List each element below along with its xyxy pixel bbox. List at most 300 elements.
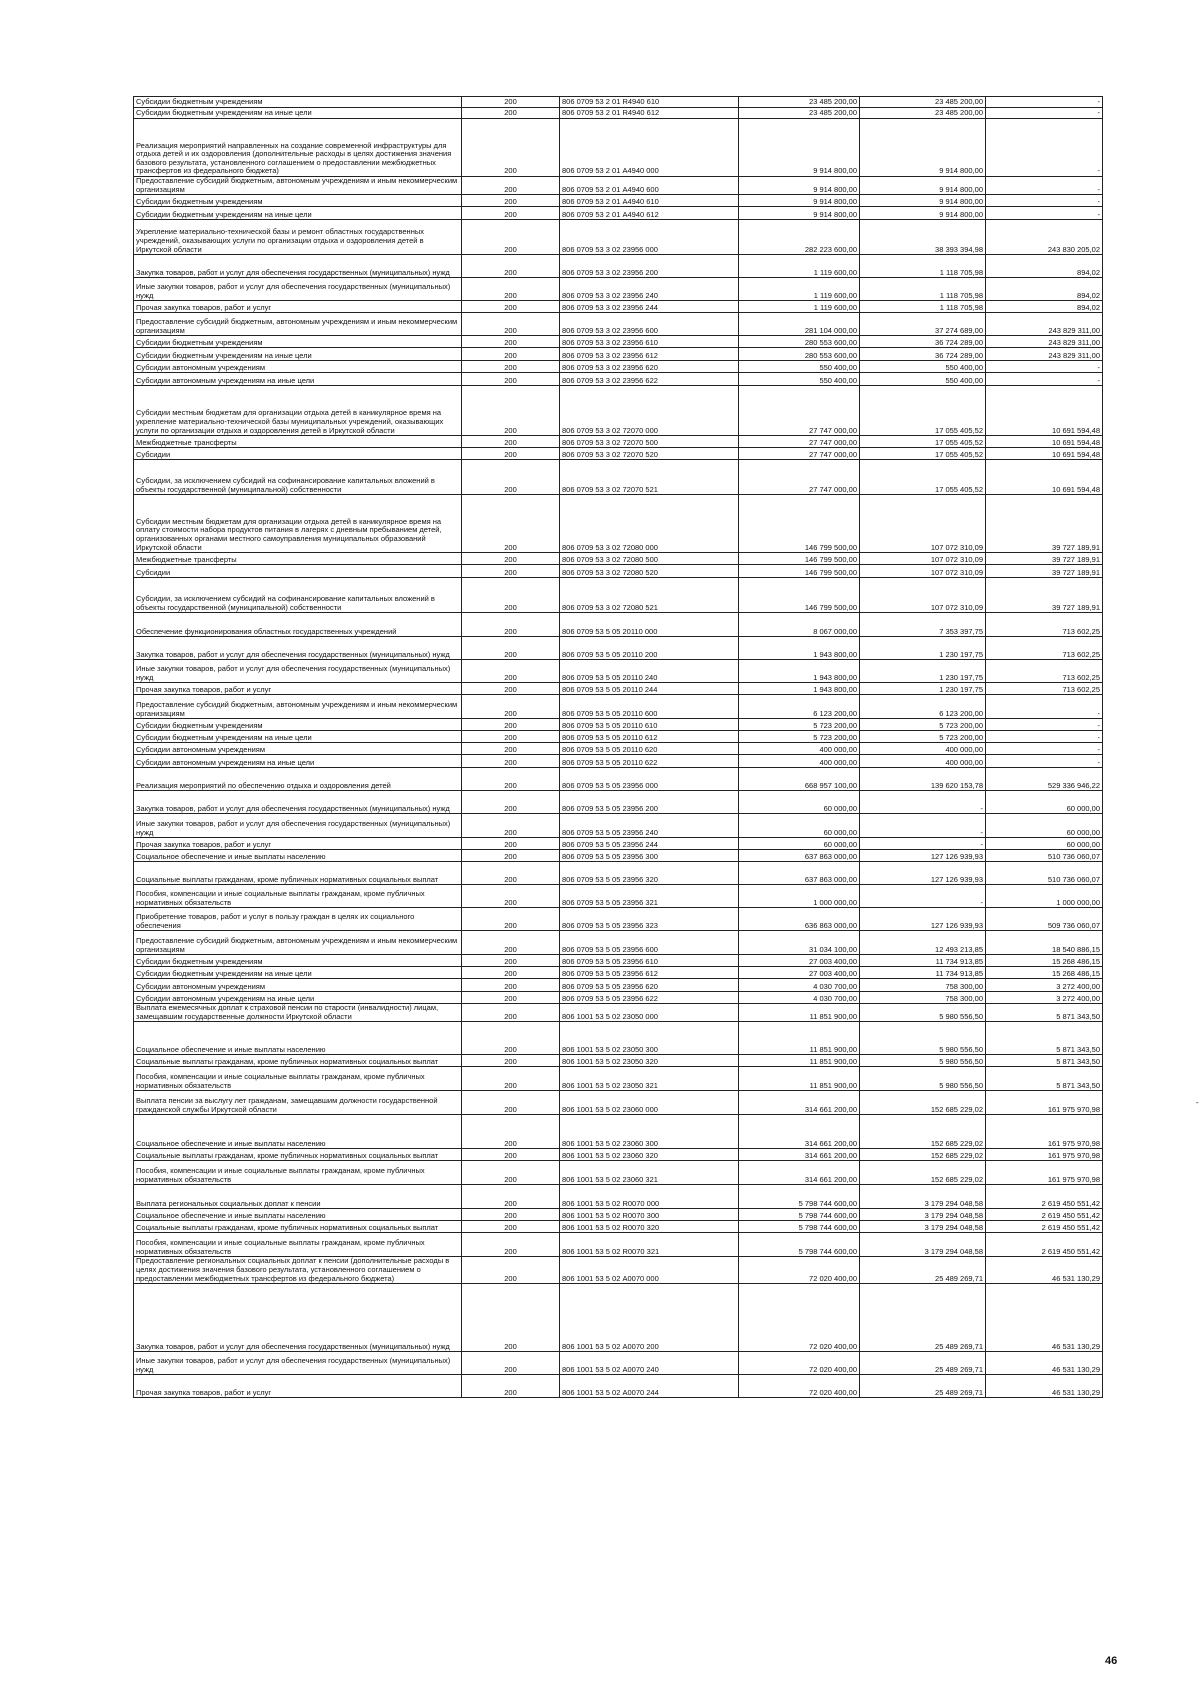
approved-value: 72 020 400,00 — [739, 1284, 860, 1352]
executed-value: 36 724 289,00 — [860, 336, 986, 348]
approved-value: 60 000,00 — [739, 791, 860, 814]
unexecuted-value: 713 602,25 — [986, 660, 1103, 683]
executed-value: 5 980 556,50 — [860, 1004, 986, 1022]
row-kbk: 806 0709 53 3 02 23956 620 — [560, 361, 739, 373]
row-code: 200 — [462, 301, 560, 313]
row-name: Субсидии автономным учреждениям — [134, 979, 462, 992]
approved-value: 5 798 744 600,00 — [739, 1185, 860, 1209]
table-row — [134, 637, 1103, 660]
unexecuted-value: 10 691 594,48 — [986, 448, 1103, 460]
approved-value: 4 030 700,00 — [739, 992, 860, 1004]
approved-value: 5 723 200,00 — [739, 719, 860, 731]
row-name: Социальное обеспечение и иные выплаты населению — [134, 1209, 462, 1221]
table-row — [134, 908, 1103, 931]
row-code: 200 — [462, 195, 560, 207]
executed-value: 17 055 405,52 — [860, 448, 986, 460]
row-code: 200 — [462, 791, 560, 814]
unexecuted-value: 3 272 400,00 — [986, 992, 1103, 1004]
executed-value: 107 072 310,09 — [860, 565, 986, 578]
row-name: Субсидии, за исключением субсидий на софинансирование капитальных вложений в объекты государственной (муниципальной) собственности — [134, 460, 462, 495]
row-code: 200 — [462, 119, 560, 177]
executed-value: 11 734 913,85 — [860, 955, 986, 967]
approved-value: 23 485 200,00 — [739, 97, 860, 108]
margin-mark: - — [1196, 1098, 1199, 1107]
table-row — [134, 1055, 1103, 1067]
table-row — [134, 578, 1103, 613]
row-kbk: 806 1001 53 5 02 R0070 300 — [560, 1209, 739, 1221]
approved-value: 1 943 800,00 — [739, 683, 860, 695]
executed-value: 400 000,00 — [860, 755, 986, 768]
executed-value: 152 685 229,02 — [860, 1149, 986, 1161]
row-code: 200 — [462, 1352, 560, 1375]
table-row — [134, 1375, 1103, 1398]
row-kbk: 806 1001 53 5 02 23050 321 — [560, 1067, 739, 1091]
approved-value: 637 863 000,00 — [739, 862, 860, 885]
row-code: 200 — [462, 967, 560, 979]
table-row — [134, 862, 1103, 885]
table-row — [134, 108, 1103, 119]
unexecuted-value: 39 727 189,91 — [986, 495, 1103, 553]
unexecuted-value: 5 871 343,50 — [986, 1055, 1103, 1067]
unexecuted-value: 894,02 — [986, 278, 1103, 301]
table-row — [134, 1221, 1103, 1233]
row-kbk: 806 0709 53 5 05 20110 610 — [560, 719, 739, 731]
row-code: 200 — [462, 1149, 560, 1161]
unexecuted-value: 2 619 450 551,42 — [986, 1185, 1103, 1209]
approved-value: 9 914 800,00 — [739, 177, 860, 195]
row-kbk: 806 0709 53 5 05 23956 240 — [560, 814, 739, 838]
unexecuted-value: 2 619 450 551,42 — [986, 1233, 1103, 1257]
row-code: 200 — [462, 108, 560, 119]
approved-value: 72 020 400,00 — [739, 1257, 860, 1284]
executed-value: 5 980 556,50 — [860, 1055, 986, 1067]
executed-value: 1 118 705,98 — [860, 255, 986, 278]
approved-value: 31 034 100,00 — [739, 931, 860, 955]
unexecuted-value: 5 871 343,50 — [986, 1067, 1103, 1091]
row-kbk: 806 0709 53 5 05 23956 622 — [560, 992, 739, 1004]
row-kbk: 806 0709 53 2 01 А4940 612 — [560, 207, 739, 220]
row-code: 200 — [462, 1004, 560, 1022]
unexecuted-value: 46 531 130,29 — [986, 1375, 1103, 1398]
table-row — [134, 967, 1103, 979]
approved-value: 5 798 744 600,00 — [739, 1209, 860, 1221]
row-kbk: 806 0709 53 3 02 72080 500 — [560, 553, 739, 565]
unexecuted-value: 161 975 970,98 — [986, 1149, 1103, 1161]
table-row — [134, 220, 1103, 255]
row-code: 200 — [462, 1284, 560, 1352]
unexecuted-value: - — [986, 755, 1103, 768]
row-name: Субсидии автономным учреждениям — [134, 361, 462, 373]
executed-value: 23 485 200,00 — [860, 97, 986, 108]
approved-value: 27 747 000,00 — [739, 448, 860, 460]
row-code: 200 — [462, 1257, 560, 1284]
table-row — [134, 361, 1103, 373]
row-kbk: 806 0709 53 3 02 23956 244 — [560, 301, 739, 313]
executed-value: 38 393 394,98 — [860, 220, 986, 255]
table-row — [134, 719, 1103, 731]
executed-value: - — [860, 838, 986, 850]
unexecuted-value: 713 602,25 — [986, 637, 1103, 660]
row-code: 200 — [462, 838, 560, 850]
row-kbk: 806 1001 53 5 02 23050 000 — [560, 1004, 739, 1022]
row-kbk: 806 0709 53 5 05 23956 200 — [560, 791, 739, 814]
row-name: Предоставление субсидий бюджетным, автономным учреждениям и иным некоммерческим организациям — [134, 313, 462, 336]
approved-value: 1 119 600,00 — [739, 255, 860, 278]
table-row — [134, 1257, 1103, 1284]
approved-value: 146 799 500,00 — [739, 553, 860, 565]
row-kbk: 806 1001 53 5 02 А0070 000 — [560, 1257, 739, 1284]
unexecuted-value: - — [986, 108, 1103, 119]
row-name: Субсидии автономным учреждениям на иные цели — [134, 992, 462, 1004]
row-kbk: 806 0709 53 5 05 23956 321 — [560, 885, 739, 908]
unexecuted-value: 15 268 486,15 — [986, 967, 1103, 979]
table-row — [134, 660, 1103, 683]
approved-value: 550 400,00 — [739, 361, 860, 373]
unexecuted-value: 5 871 343,50 — [986, 1022, 1103, 1055]
row-kbk: 806 0709 53 3 02 72070 520 — [560, 448, 739, 460]
executed-value: 550 400,00 — [860, 361, 986, 373]
unexecuted-value: - — [986, 731, 1103, 743]
unexecuted-value: 243 829 311,00 — [986, 313, 1103, 336]
table-row — [134, 1067, 1103, 1091]
row-kbk: 806 0709 53 3 02 23956 240 — [560, 278, 739, 301]
approved-value: 23 485 200,00 — [739, 108, 860, 119]
row-name: Предоставление субсидий бюджетным, автономным учреждениям и иным некоммерческим организациям — [134, 931, 462, 955]
approved-value: 9 914 800,00 — [739, 195, 860, 207]
approved-value: 146 799 500,00 — [739, 495, 860, 553]
row-kbk: 806 0709 53 3 02 72070 000 — [560, 386, 739, 436]
table-row — [134, 1209, 1103, 1221]
unexecuted-value: 60 000,00 — [986, 791, 1103, 814]
row-name: Закупка товаров, работ и услуг для обеспечения государственных (муниципальных) нужд — [134, 1284, 462, 1352]
executed-value: 25 489 269,71 — [860, 1375, 986, 1398]
approved-value: 146 799 500,00 — [739, 565, 860, 578]
row-code: 200 — [462, 460, 560, 495]
table-row — [134, 755, 1103, 768]
executed-value: 12 493 213,85 — [860, 931, 986, 955]
executed-value: 3 179 294 048,58 — [860, 1185, 986, 1209]
executed-value: 9 914 800,00 — [860, 177, 986, 195]
executed-value: 1 230 197,75 — [860, 683, 986, 695]
approved-value: 5 798 744 600,00 — [739, 1233, 860, 1257]
row-name: Субсидии, за исключением субсидий на софинансирование капитальных вложений в объекты государственной (муниципальной) собственности — [134, 578, 462, 613]
row-name: Реализация мероприятий по обеспечению отдыха и оздоровления детей — [134, 768, 462, 791]
row-code: 200 — [462, 255, 560, 278]
executed-value: 1 230 197,75 — [860, 637, 986, 660]
row-code: 200 — [462, 862, 560, 885]
executed-value: 758 300,00 — [860, 992, 986, 1004]
table-row — [134, 1233, 1103, 1257]
executed-value: 6 123 200,00 — [860, 695, 986, 719]
executed-value: 1 118 705,98 — [860, 278, 986, 301]
table-row — [134, 992, 1103, 1004]
row-code: 200 — [462, 361, 560, 373]
table-row — [134, 743, 1103, 755]
row-code: 200 — [462, 436, 560, 448]
row-code: 200 — [462, 177, 560, 195]
row-name: Субсидии автономным учреждениям на иные цели — [134, 373, 462, 386]
row-kbk: 806 0709 53 5 05 20110 200 — [560, 637, 739, 660]
executed-value: 5 723 200,00 — [860, 731, 986, 743]
approved-value: 637 863 000,00 — [739, 850, 860, 862]
unexecuted-value: - — [986, 719, 1103, 731]
row-code: 200 — [462, 1067, 560, 1091]
row-kbk: 806 0709 53 5 05 23956 300 — [560, 850, 739, 862]
row-name: Закупка товаров, работ и услуг для обеспечения государственных (муниципальных) нужд — [134, 637, 462, 660]
executed-value: 3 179 294 048,58 — [860, 1209, 986, 1221]
row-kbk: 806 0709 53 3 02 23956 000 — [560, 220, 739, 255]
budget-table — [133, 96, 1103, 1398]
approved-value: 314 661 200,00 — [739, 1149, 860, 1161]
row-code: 200 — [462, 992, 560, 1004]
row-name: Прочая закупка товаров, работ и услуг — [134, 1375, 462, 1398]
row-kbk: 806 0709 53 3 02 23956 622 — [560, 373, 739, 386]
unexecuted-value: 39 727 189,91 — [986, 578, 1103, 613]
table-row — [134, 838, 1103, 850]
row-name: Социальные выплаты гражданам, кроме публичных нормативных социальных выплат — [134, 1221, 462, 1233]
unexecuted-value: 161 975 970,98 — [986, 1091, 1103, 1115]
unexecuted-value: 161 975 970,98 — [986, 1115, 1103, 1149]
unexecuted-value: - — [986, 177, 1103, 195]
row-kbk: 806 0709 53 5 05 20110 600 — [560, 695, 739, 719]
table-row — [134, 448, 1103, 460]
executed-value: 127 126 939,93 — [860, 908, 986, 931]
row-kbk: 806 0709 53 5 05 23956 620 — [560, 979, 739, 992]
approved-value: 11 851 900,00 — [739, 1055, 860, 1067]
row-kbk: 806 0709 53 3 02 72080 520 — [560, 565, 739, 578]
row-kbk: 806 1001 53 5 02 23060 321 — [560, 1161, 739, 1185]
row-kbk: 806 0709 53 2 01 А4940 000 — [560, 119, 739, 177]
row-name: Пособия, компенсации и иные социальные выплаты гражданам, кроме публичных нормативных обязательств — [134, 1161, 462, 1185]
row-name: Межбюджетные трансферты — [134, 436, 462, 448]
approved-value: 550 400,00 — [739, 373, 860, 386]
approved-value: 8 067 000,00 — [739, 613, 860, 637]
row-name: Социальное обеспечение и иные выплаты населению — [134, 1115, 462, 1149]
table-row — [134, 1161, 1103, 1185]
executed-value: 107 072 310,09 — [860, 553, 986, 565]
table-row — [134, 436, 1103, 448]
row-name: Реализация мероприятий направленных на создание современной инфраструктуры для отдыха детей и их оздоровления (дополнительные расходы в целях достижения значения базового результата, установленного соглашением о предоставлении межбюджетных трансфертов из федерального бюджета) — [134, 119, 462, 177]
approved-value: 1 119 600,00 — [739, 278, 860, 301]
row-code: 200 — [462, 373, 560, 386]
row-kbk: 806 0709 53 3 02 72070 521 — [560, 460, 739, 495]
approved-value: 27 003 400,00 — [739, 955, 860, 967]
table-row — [134, 955, 1103, 967]
unexecuted-value: 5 871 343,50 — [986, 1004, 1103, 1022]
row-name: Укрепление материально-технической базы и ремонт областных государственных учреждений, оказывающих услуги по организации отдыха и оздоровления детей в Иркутской области — [134, 220, 462, 255]
row-code: 200 — [462, 768, 560, 791]
executed-value: 152 685 229,02 — [860, 1091, 986, 1115]
row-kbk: 806 0709 53 5 05 23956 323 — [560, 908, 739, 931]
unexecuted-value: 713 602,25 — [986, 613, 1103, 637]
table-row — [134, 301, 1103, 313]
row-name: Субсидии — [134, 448, 462, 460]
table-row — [134, 255, 1103, 278]
approved-value: 11 851 900,00 — [739, 1004, 860, 1022]
unexecuted-value: 10 691 594,48 — [986, 436, 1103, 448]
row-kbk: 806 0709 53 2 01 А4940 610 — [560, 195, 739, 207]
approved-value: 9 914 800,00 — [739, 119, 860, 177]
table-row — [134, 207, 1103, 220]
table-row — [134, 495, 1103, 553]
unexecuted-value: 894,02 — [986, 301, 1103, 313]
row-name: Межбюджетные трансферты — [134, 553, 462, 565]
approved-value: 1 000 000,00 — [739, 885, 860, 908]
approved-value: 1 943 800,00 — [739, 660, 860, 683]
unexecuted-value: 894,02 — [986, 255, 1103, 278]
row-code: 200 — [462, 578, 560, 613]
unexecuted-value: - — [986, 743, 1103, 755]
unexecuted-value: 46 531 130,29 — [986, 1284, 1103, 1352]
approved-value: 6 123 200,00 — [739, 695, 860, 719]
row-kbk: 806 0709 53 3 02 72070 500 — [560, 436, 739, 448]
row-kbk: 806 1001 53 5 02 R0070 321 — [560, 1233, 739, 1257]
row-kbk: 806 0709 53 5 05 23956 000 — [560, 768, 739, 791]
approved-value: 400 000,00 — [739, 743, 860, 755]
row-code: 200 — [462, 220, 560, 255]
executed-value: 400 000,00 — [860, 743, 986, 755]
row-code: 200 — [462, 495, 560, 553]
unexecuted-value: 60 000,00 — [986, 838, 1103, 850]
executed-value: 25 489 269,71 — [860, 1257, 986, 1284]
executed-value: 17 055 405,52 — [860, 460, 986, 495]
row-kbk: 806 0709 53 5 05 20110 244 — [560, 683, 739, 695]
unexecuted-value: - — [986, 695, 1103, 719]
unexecuted-value: 18 540 886,15 — [986, 931, 1103, 955]
row-code: 200 — [462, 1209, 560, 1221]
approved-value: 314 661 200,00 — [739, 1115, 860, 1149]
table-row — [134, 1352, 1103, 1375]
executed-value: - — [860, 885, 986, 908]
row-name: Предоставление субсидий бюджетным, автономным учреждениям и иным некоммерческим организациям — [134, 695, 462, 719]
row-kbk: 806 1001 53 5 02 R0070 320 — [560, 1221, 739, 1233]
row-code: 200 — [462, 885, 560, 908]
table-row — [134, 97, 1103, 108]
row-kbk: 806 1001 53 5 02 23050 320 — [560, 1055, 739, 1067]
table-row — [134, 1115, 1103, 1149]
row-name: Иные закупки товаров, работ и услуг для обеспечения государственных (муниципальных) нужд — [134, 660, 462, 683]
table-row — [134, 373, 1103, 386]
table-row — [134, 1004, 1103, 1022]
table-row — [134, 460, 1103, 495]
table-row — [134, 850, 1103, 862]
row-name: Пособия, компенсации и иные социальные выплаты гражданам, кроме публичных нормативных обязательств — [134, 1233, 462, 1257]
executed-value: 152 685 229,02 — [860, 1115, 986, 1149]
unexecuted-value: - — [986, 195, 1103, 207]
row-name: Прочая закупка товаров, работ и услуг — [134, 301, 462, 313]
unexecuted-value: 510 736 060,07 — [986, 862, 1103, 885]
row-name: Субсидии автономным учреждениям — [134, 743, 462, 755]
approved-value: 27 747 000,00 — [739, 386, 860, 436]
table-row — [134, 613, 1103, 637]
executed-value: 11 734 913,85 — [860, 967, 986, 979]
row-code: 200 — [462, 731, 560, 743]
row-code: 200 — [462, 695, 560, 719]
table-row — [134, 1091, 1103, 1115]
row-name: Закупка товаров, работ и услуг для обеспечения государственных (муниципальных) нужд — [134, 255, 462, 278]
row-code: 200 — [462, 613, 560, 637]
table-row — [134, 195, 1103, 207]
executed-value: 5 980 556,50 — [860, 1022, 986, 1055]
approved-value: 5 798 744 600,00 — [739, 1221, 860, 1233]
row-name: Иные закупки товаров, работ и услуг для обеспечения государственных (муниципальных) нужд — [134, 814, 462, 838]
row-kbk: 806 0709 53 5 05 23956 320 — [560, 862, 739, 885]
row-code: 200 — [462, 979, 560, 992]
executed-value: 127 126 939,93 — [860, 862, 986, 885]
row-name: Субсидии местным бюджетам для организации отдыха детей в каникулярное время на укрепление материально-технической базы муниципальных учреждений, оказывающих услуги по организации отдыха и оздоровления детей в Иркутской области — [134, 386, 462, 436]
row-name: Прочая закупка товаров, работ и услуг — [134, 838, 462, 850]
table-row — [134, 1149, 1103, 1161]
executed-value: 758 300,00 — [860, 979, 986, 992]
approved-value: 27 747 000,00 — [739, 436, 860, 448]
executed-value: 9 914 800,00 — [860, 195, 986, 207]
row-name: Субсидии бюджетным учреждениям на иные цели — [134, 731, 462, 743]
row-name: Субсидии бюджетным учреждениям на иные цели — [134, 967, 462, 979]
unexecuted-value: 243 829 311,00 — [986, 348, 1103, 361]
row-kbk: 806 0709 53 5 05 23956 244 — [560, 838, 739, 850]
unexecuted-value: - — [986, 361, 1103, 373]
table-row — [134, 768, 1103, 791]
executed-value: 3 179 294 048,58 — [860, 1221, 986, 1233]
row-code: 200 — [462, 683, 560, 695]
row-code: 200 — [462, 565, 560, 578]
table-row — [134, 336, 1103, 348]
unexecuted-value: 39 727 189,91 — [986, 553, 1103, 565]
executed-value: - — [860, 791, 986, 814]
row-name: Субсидии — [134, 565, 462, 578]
unexecuted-value: - — [986, 373, 1103, 386]
row-kbk: 806 0709 53 3 02 23956 600 — [560, 313, 739, 336]
approved-value: 636 863 000,00 — [739, 908, 860, 931]
executed-value: 1 230 197,75 — [860, 660, 986, 683]
row-name: Выплата региональных социальных доплат к пенсии — [134, 1185, 462, 1209]
row-name: Субсидии бюджетным учреждениям на иные цели — [134, 108, 462, 119]
row-code: 200 — [462, 955, 560, 967]
row-name: Субсидии бюджетным учреждениям на иные цели — [134, 207, 462, 220]
table-row — [134, 1185, 1103, 1209]
row-name: Субсидии бюджетным учреждениям — [134, 336, 462, 348]
approved-value: 146 799 500,00 — [739, 578, 860, 613]
row-name: Субсидии бюджетным учреждениям — [134, 719, 462, 731]
approved-value: 668 957 100,00 — [739, 768, 860, 791]
table-row — [134, 1284, 1103, 1352]
row-name: Субсидии бюджетным учреждениям — [134, 955, 462, 967]
unexecuted-value: 3 272 400,00 — [986, 979, 1103, 992]
unexecuted-value: 46 531 130,29 — [986, 1352, 1103, 1375]
row-name: Прочая закупка товаров, работ и услуг — [134, 683, 462, 695]
unexecuted-value: 39 727 189,91 — [986, 565, 1103, 578]
table-row — [134, 119, 1103, 177]
row-kbk: 806 1001 53 5 02 23060 320 — [560, 1149, 739, 1161]
row-code: 200 — [462, 743, 560, 755]
row-kbk: 806 0709 53 5 05 20110 612 — [560, 731, 739, 743]
row-code: 200 — [462, 336, 560, 348]
row-kbk: 806 1001 53 5 02 23060 000 — [560, 1091, 739, 1115]
approved-value: 314 661 200,00 — [739, 1161, 860, 1185]
row-code: 200 — [462, 719, 560, 731]
row-name: Иные закупки товаров, работ и услуг для обеспечения государственных (муниципальных) нужд — [134, 1352, 462, 1375]
row-code: 200 — [462, 1185, 560, 1209]
row-kbk: 806 0709 53 5 05 23956 610 — [560, 955, 739, 967]
row-code: 200 — [462, 850, 560, 862]
row-name: Социальные выплаты гражданам, кроме публичных нормативных социальных выплат — [134, 1055, 462, 1067]
row-name: Субсидии бюджетным учреждениям на иные цели — [134, 348, 462, 361]
row-code: 200 — [462, 386, 560, 436]
executed-value: 25 489 269,71 — [860, 1284, 986, 1352]
row-name: Предоставление региональных социальных доплат к пенсии (дополнительные расходы в целях достижения значения базового результата, установленного соглашением о предоставлении межбюджетных трансфертов из федерального бюджета) — [134, 1257, 462, 1284]
row-code: 200 — [462, 1221, 560, 1233]
executed-value: 5 723 200,00 — [860, 719, 986, 731]
